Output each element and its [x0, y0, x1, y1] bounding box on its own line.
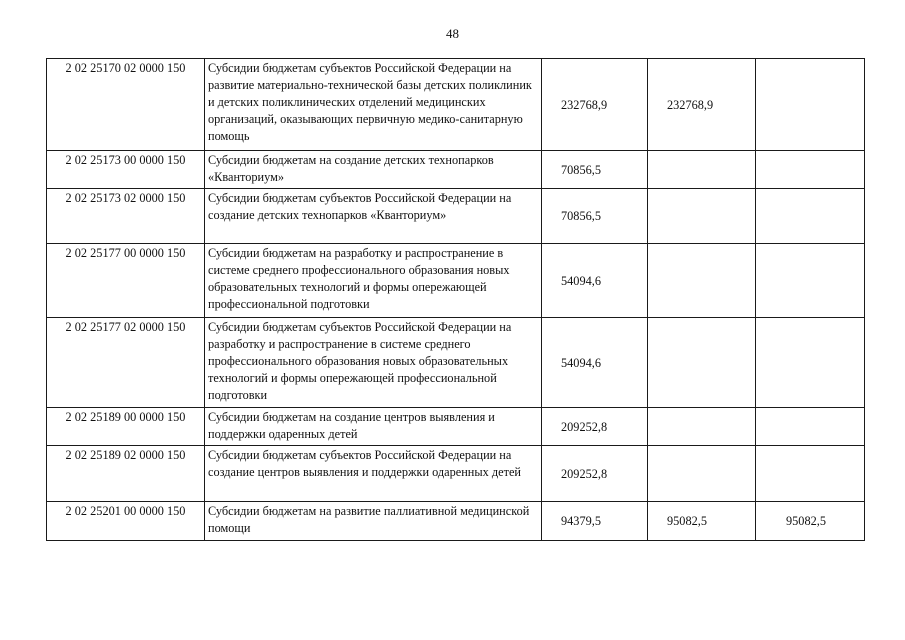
amount-cell-1: 70856,5	[542, 189, 648, 244]
budget-code-cell: 2 02 25201 00 0000 150	[47, 502, 205, 541]
amount-cell-3	[756, 189, 865, 244]
amount-cell-3	[756, 318, 865, 408]
description-cell: Субсидии бюджетам на создание центров выявления и поддержки одаренных детей	[205, 408, 542, 446]
amount-cell-3	[756, 151, 865, 189]
table-row	[47, 318, 865, 408]
description-cell: Субсидии бюджетам субъектов Российской Федерации на создание детских технопарков «Кванториум»	[205, 189, 542, 244]
description-cell: Субсидии бюджетам субъектов Российской Федерации на создание центров выявления и поддержки одаренных детей	[205, 446, 542, 502]
amount-cell-3: 95082,5	[756, 502, 865, 541]
table-row	[47, 408, 865, 446]
amount-cell-1: 70856,5	[542, 151, 648, 189]
description-cell: Субсидии бюджетам на разработку и распространение в системе среднего профессионального образования новых образовательных технологий и формы опережающей профессиональной подготовки	[205, 244, 542, 318]
budget-code-cell: 2 02 25189 02 0000 150	[47, 446, 205, 502]
amount-cell-1: 54094,6	[542, 244, 648, 318]
table-row	[47, 502, 865, 541]
amount-cell-2	[648, 244, 756, 318]
amount-cell-2	[648, 318, 756, 408]
budget-code-cell: 2 02 25177 02 0000 150	[47, 318, 205, 408]
amount-cell-2	[648, 446, 756, 502]
amount-cell-1: 232768,9	[542, 59, 648, 151]
amount-cell-3	[756, 244, 865, 318]
table-row	[47, 244, 865, 318]
description-cell: Субсидии бюджетам на развитие паллиативной медицинской помощи	[205, 502, 542, 541]
budget-code-cell: 2 02 25173 00 0000 150	[47, 151, 205, 189]
amount-cell-1: 94379,5	[542, 502, 648, 541]
amount-cell-1: 209252,8	[542, 446, 648, 502]
table-row	[47, 189, 865, 244]
description-cell: Субсидии бюджетам субъектов Российской Федерации на развитие материально-технической базы детских поликлиник и детских поликлинических отделений медицинских организаций, оказывающих первичную медико-санитарную помощь	[205, 59, 542, 151]
amount-cell-3	[756, 446, 865, 502]
amount-cell-2	[648, 189, 756, 244]
amount-cell-1: 209252,8	[542, 408, 648, 446]
budget-code-cell: 2 02 25177 00 0000 150	[47, 244, 205, 318]
table-row	[47, 151, 865, 189]
budget-code-cell: 2 02 25170 02 0000 150	[47, 59, 205, 151]
amount-cell-3	[756, 408, 865, 446]
table-row	[47, 59, 865, 151]
budget-revenue-table	[46, 58, 865, 541]
description-cell: Субсидии бюджетам на создание детских технопарков «Кванториум»	[205, 151, 542, 189]
description-cell: Субсидии бюджетам субъектов Российской Федерации на разработку и распространение в системе среднего профессионального образования новых образовательных технологий и формы опережающей профессиональной подготовки	[205, 318, 542, 408]
table-row	[47, 446, 865, 502]
amount-cell-2: 95082,5	[648, 502, 756, 541]
amount-cell-2	[648, 151, 756, 189]
amount-cell-2: 232768,9	[648, 59, 756, 151]
page-number: 48	[446, 26, 459, 41]
amount-cell-1: 54094,6	[542, 318, 648, 408]
budget-code-cell: 2 02 25173 02 0000 150	[47, 189, 205, 244]
budget-code-cell: 2 02 25189 00 0000 150	[47, 408, 205, 446]
amount-cell-3	[756, 59, 865, 151]
amount-cell-2	[648, 408, 756, 446]
